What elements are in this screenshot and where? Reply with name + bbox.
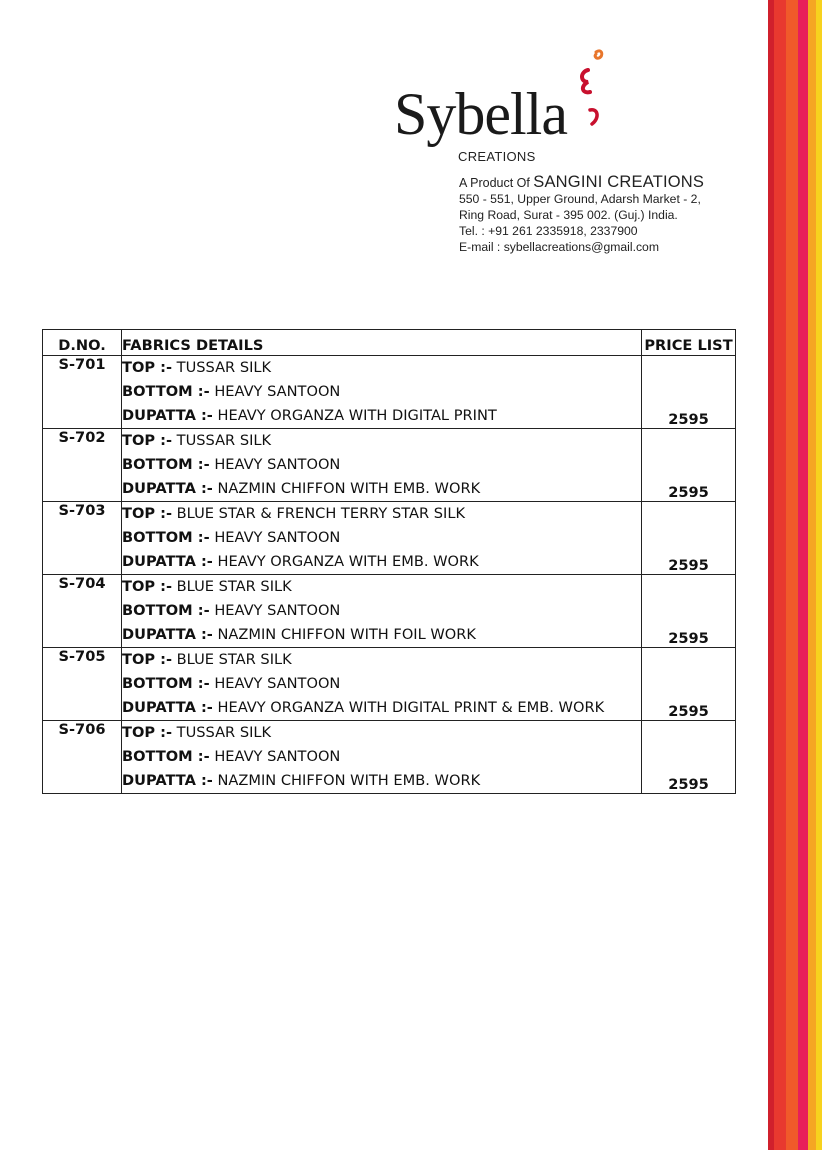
dupatta-fabric: HEAVY ORGANZA WITH EMB. WORK [217,553,479,570]
top-fabric-line [122,502,641,526]
top-fabric: BLUE STAR SILK [176,651,292,668]
dupatta-label: DUPATTA :- [122,772,213,789]
dupatta-label: DUPATTA :- [122,407,213,424]
dupatta-label: DUPATTA :- [122,626,213,643]
bottom-fabric-line [122,672,641,696]
design-number: S-703 [43,502,122,575]
brand-logo [394,48,624,178]
dupatta-fabric: NAZMIN CHIFFON WITH EMB. WORK [217,480,481,497]
email: E-mail : sybellacreations@gmail.com [459,240,659,254]
table-header-row [43,330,736,356]
bottom-fabric-line [122,380,641,404]
design-number: S-706 [43,721,122,794]
dupatta-label: DUPATTA :- [122,699,213,716]
top-fabric: BLUE STAR & FRENCH TERRY STAR SILK [176,505,466,522]
dupatta-label: DUPATTA :- [122,553,213,570]
bottom-label: BOTTOM :- [122,748,210,765]
dupatta-fabric-line [122,623,641,647]
design-number: S-705 [43,648,122,721]
header-dno: D.NO. [43,330,122,356]
stripe-orange [786,0,798,1150]
brand-name: Sybella [394,81,567,147]
bottom-fabric: HEAVY SANTOON [214,456,341,473]
top-fabric-line [122,575,641,599]
bottom-label: BOTTOM :- [122,529,210,546]
stripe-red [774,0,786,1150]
top-label: TOP :- [122,359,173,376]
bottom-label: BOTTOM :- [122,383,210,400]
stripe-yellow [816,0,822,1150]
bottom-fabric-line [122,599,641,623]
bottom-fabric-line [122,745,641,769]
price-value: 2595 [642,429,736,502]
dupatta-fabric: NAZMIN CHIFFON WITH EMB. WORK [217,772,481,789]
fabric-details [122,575,642,648]
dupatta-fabric: HEAVY ORGANZA WITH DIGITAL PRINT [217,407,497,424]
dupatta-label: DUPATTA :- [122,480,213,497]
bottom-fabric: HEAVY SANTOON [214,383,341,400]
dupatta-fabric-line [122,550,641,574]
stripe-amber [808,0,816,1150]
bottom-fabric: HEAVY SANTOON [214,529,341,546]
top-label: TOP :- [122,578,173,595]
top-label: TOP :- [122,724,173,741]
address-line-1: 550 - 551, Upper Ground, Adarsh Market - 2, [459,192,701,206]
price-value: 2595 [642,721,736,794]
top-fabric-line [122,721,641,745]
top-label: TOP :- [122,505,173,522]
dupatta-fabric-line [122,404,641,428]
price-value: 2595 [642,648,736,721]
top-fabric: TUSSAR SILK [176,359,272,376]
design-number: S-701 [43,356,122,429]
table-body [43,356,736,794]
top-fabric: TUSSAR SILK [176,724,272,741]
fabric-details [122,429,642,502]
table-row [43,502,736,575]
brand-swirl-icon [566,48,614,130]
telephone: Tel. : +91 261 2335918, 2337900 [459,224,638,238]
price-list-table [42,329,736,794]
bottom-label: BOTTOM :- [122,675,210,692]
dupatta-fabric: HEAVY ORGANZA WITH DIGITAL PRINT & EMB. WORK [217,699,605,716]
company-name: SANGINI CREATIONS [533,173,705,191]
company-address-block [459,174,759,255]
table-row [43,429,736,502]
header-fabrics-details: FABRICS DETAILS [122,330,642,356]
top-fabric-line [122,648,641,672]
top-fabric-line [122,429,641,453]
bottom-fabric: HEAVY SANTOON [214,675,341,692]
dupatta-fabric-line [122,769,641,793]
top-label: TOP :- [122,651,173,668]
table-row [43,356,736,429]
bottom-label: BOTTOM :- [122,456,210,473]
fabric-details [122,356,642,429]
dupatta-fabric-line [122,696,641,720]
dupatta-fabric-line [122,477,641,501]
brand-tagline: CREATIONS [458,149,536,164]
price-value: 2595 [642,575,736,648]
price-value: 2595 [642,356,736,429]
bottom-fabric-line [122,526,641,550]
bottom-label: BOTTOM :- [122,602,210,619]
stripe-pink [798,0,808,1150]
header-price-list: PRICE LIST [642,330,736,356]
table-row [43,648,736,721]
bottom-fabric: HEAVY SANTOON [214,748,341,765]
table-row [43,721,736,794]
fabric-details [122,721,642,794]
bottom-fabric: HEAVY SANTOON [214,602,341,619]
design-number: S-704 [43,575,122,648]
bottom-fabric-line [122,453,641,477]
top-fabric: TUSSAR SILK [176,432,272,449]
address-line-2: Ring Road, Surat - 395 002. (Guj.) India. [459,208,678,222]
top-fabric: BLUE STAR SILK [176,578,292,595]
product-of-label: A Product Of [459,176,530,190]
dupatta-fabric: NAZMIN CHIFFON WITH FOIL WORK [217,626,477,643]
price-value: 2595 [642,502,736,575]
top-label: TOP :- [122,432,173,449]
design-number: S-702 [43,429,122,502]
top-fabric-line [122,356,641,380]
fabric-details [122,502,642,575]
fabric-details [122,648,642,721]
table-row [43,575,736,648]
decorative-side-stripes [768,0,822,1150]
